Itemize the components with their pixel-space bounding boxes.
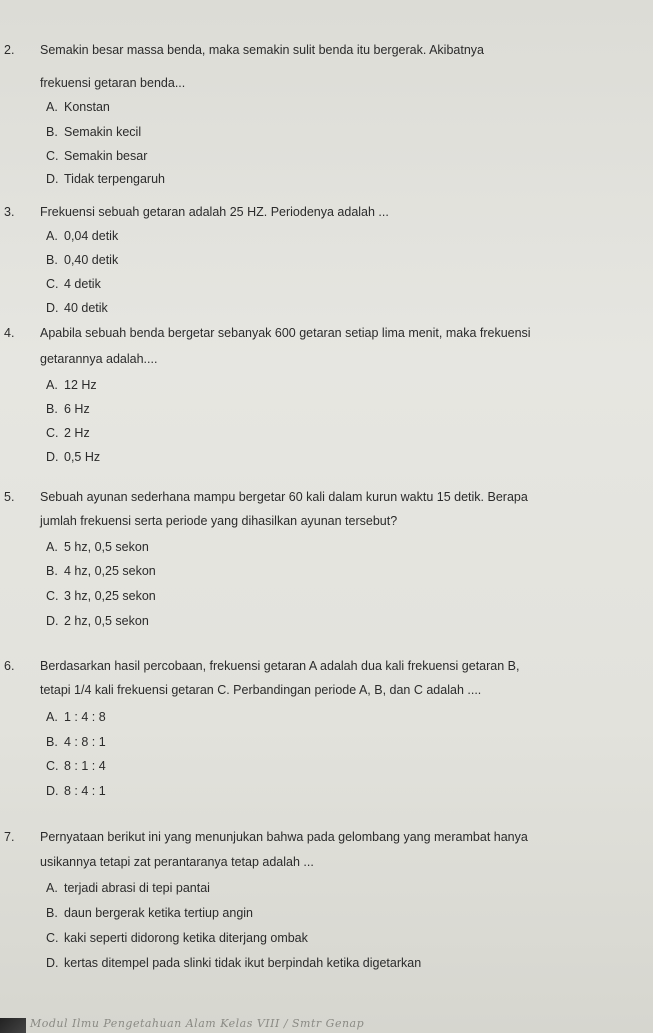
question-5 xyxy=(0,489,653,628)
option-c: C. 8 : 1 : 4 xyxy=(46,759,106,773)
question-text: Semakin besar massa benda, maka semakin sulit benda itu bergerak. Akibatnya xyxy=(40,43,484,57)
option-b: B. 0,40 detik xyxy=(46,253,119,267)
question-7 xyxy=(0,829,653,970)
question-text-cont: jumlah frekuensi serta periode yang dihasilkan ayunan tersebut? xyxy=(40,514,398,528)
question-text-cont: usikannya tetapi zat perantaranya tetap adalah ... xyxy=(40,855,314,869)
question-text-cont: getarannya adalah.... xyxy=(40,352,158,366)
question-text: Berdasarkan hasil percobaan, frekuensi getaran A adalah dua kali frekuensi getaran B, xyxy=(40,659,520,673)
option-c: C. kaki seperti didorong ketika diterjang ombak xyxy=(46,931,308,945)
option-b: B. Semakin kecil xyxy=(46,125,142,139)
option-c: C. 4 detik xyxy=(46,277,101,291)
option-b: B. 4 : 8 : 1 xyxy=(46,735,106,749)
question-text: Frekuensi sebuah getaran adalah 25 HZ. Periodenya adalah ... xyxy=(40,205,389,219)
option-d: D. kertas ditempel pada slinki tidak ikut berpindah ketika digetarkan xyxy=(46,956,422,970)
question-text: Apabila sebuah benda bergetar sebanyak 600 getaran setiap lima menit, maka frekuensi xyxy=(40,326,531,340)
option-d: D. 8 : 4 : 1 xyxy=(46,784,106,798)
option-c: C. 3 hz, 0,25 sekon xyxy=(46,589,156,603)
option-b: B. daun bergerak ketika tertiup angin xyxy=(46,906,254,920)
option-a: A. 0,04 detik xyxy=(46,229,119,243)
question-3 xyxy=(0,204,653,315)
question-2 xyxy=(0,42,653,186)
question-number: 7. xyxy=(4,830,15,844)
question-text: Sebuah ayunan sederhana mampu bergetar 60 kali dalam kurun waktu 15 detik. Berapa xyxy=(40,490,528,504)
module-footer: Modul Ilmu Pengetahuan Alam Kelas VIII / Smtr Genap xyxy=(30,1017,365,1030)
option-a: A. Konstan xyxy=(46,100,110,114)
question-number: 4. xyxy=(4,326,15,340)
question-number: 2. xyxy=(4,43,15,57)
question-text: Pernyataan berikut ini yang menunjukan bahwa pada gelombang yang merambat hanya xyxy=(40,830,528,844)
option-b: B. 6 Hz xyxy=(46,402,90,416)
question-6 xyxy=(0,658,653,798)
question-number: 3. xyxy=(4,205,15,219)
option-c: C. 2 Hz xyxy=(46,426,90,440)
option-a: A. 1 : 4 : 8 xyxy=(46,710,106,724)
option-c: C. Semakin besar xyxy=(46,149,148,163)
option-d: D. 0,5 Hz xyxy=(46,450,101,464)
option-d: D. 40 detik xyxy=(46,301,108,315)
question-text-cont: frekuensi getaran benda... xyxy=(40,76,186,90)
page-corner-shadow xyxy=(0,1018,26,1033)
question-text-cont: tetapi 1/4 kali frekuensi getaran C. Perbandingan periode A, B, dan C adalah .... xyxy=(40,683,482,697)
option-a: A. 5 hz, 0,5 sekon xyxy=(46,540,149,554)
question-number: 6. xyxy=(4,659,15,673)
option-b: B. 4 hz, 0,25 sekon xyxy=(46,564,156,578)
option-a: A. 12 Hz xyxy=(46,378,97,392)
option-a: A. terjadi abrasi di tepi pantai xyxy=(46,881,210,895)
option-d: D. Tidak terpengaruh xyxy=(46,172,165,186)
question-number: 5. xyxy=(4,490,15,504)
question-4 xyxy=(0,325,653,464)
option-d: D. 2 hz, 0,5 sekon xyxy=(46,614,149,628)
